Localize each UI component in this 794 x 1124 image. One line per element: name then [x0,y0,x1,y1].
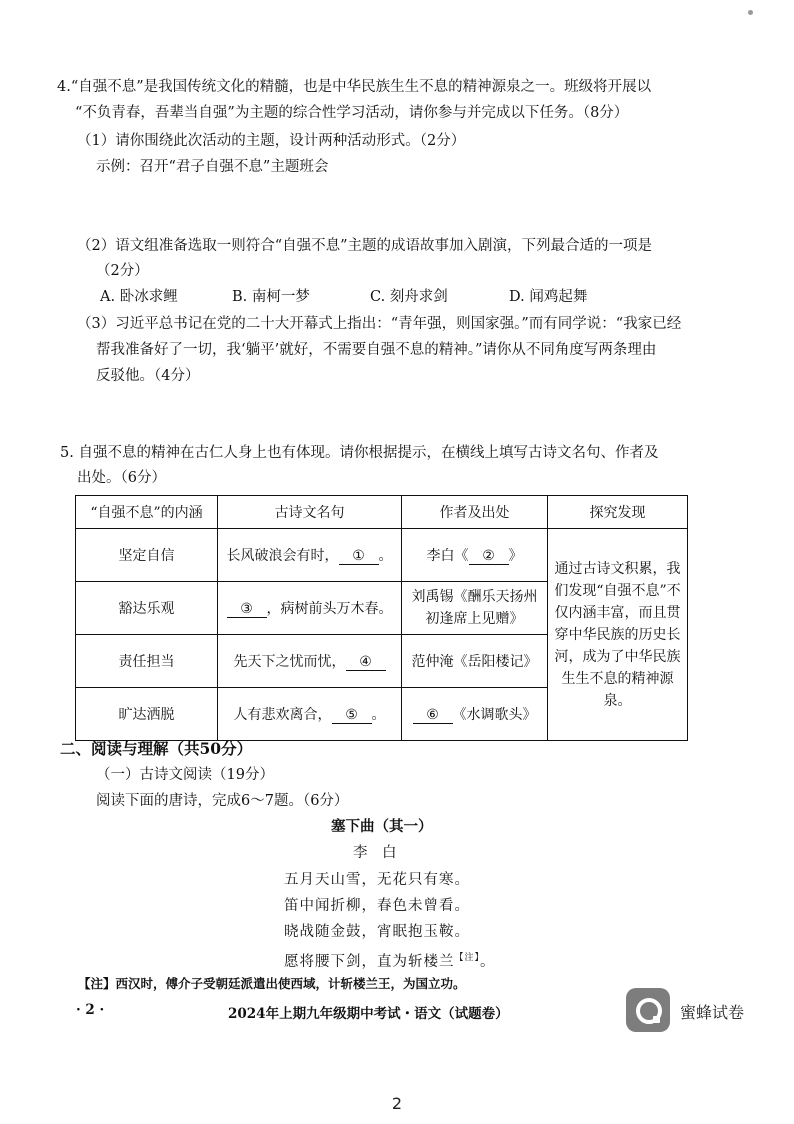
meaning-cell: 旷达洒脱 [76,688,218,741]
header-finding: 探究发现 [548,496,688,529]
q5-line2: 出处。（6分） [77,470,166,486]
section2-instruction: 阅读下面的唐诗，完成6～7题。（6分） [96,793,349,809]
author-cell: 刘禹锡《酬乐天扬州 初逢席上见赠》 [402,582,548,635]
q4-line1: 4.“自强不息”是我国传统文化的精髓，也是中华民族生生不息的精神源泉之一。班级将开展以 [57,79,652,95]
answer-blank-3[interactable]: ③ [227,601,267,618]
author-cell: ⑥ 《水调歌头》 [402,688,548,741]
poem-note: 【注】西汉时，傅介子受朝廷派遣出使西域，计斩楼兰王，为国立功。 [78,976,466,991]
answer-blank-6[interactable]: ⑥ [413,707,453,724]
poem-line-2: 笛中闻折柳，春色未曾看。 [284,898,470,914]
q4-option-d: D. 闻鸡起舞 [509,289,588,305]
header-meaning: “自强不息”的内涵 [76,496,218,529]
meaning-cell: 豁达乐观 [76,582,218,635]
q4-sub2-line1: （2）语文组准备选取一则符合“自强不息”主题的成语故事加入剧演，下列最合适的一项是 [77,238,653,254]
q5-table [75,495,688,741]
verse-cell: 先天下之忧而忧， ④ [218,635,402,688]
finding-cell: 通过古诗文积累，我们发现“自强不息”不仅内涵丰富，而且贯穿中华民族的历史长河，成为了中华民族生生不息的精神源泉。 [548,529,688,741]
brand-name: 蜜蜂试卷 [680,1003,745,1022]
footer-page-mark: · 2 · [76,1002,105,1018]
page-number: 2 [391,1094,403,1113]
answer-blank-2[interactable]: ② [469,548,509,565]
poem-title: 塞下曲（其一） [331,818,433,835]
author-cell: 李白《 ② 》 [402,529,548,582]
poem-line-4: 愿将腰下剑，直为斩楼兰$^{【注】}$。 [284,953,496,970]
q4-example: 示例：召开“君子自强不息”主题班会 [96,159,329,175]
answer-blank-1[interactable]: ① [339,548,379,565]
answer-blank-5[interactable]: ⑤ [332,707,372,724]
q4-option-c: C. 刻舟求剑 [370,289,448,305]
footer-exam-title: 2024年上期九年级期中考试・语文（试题卷） [228,1006,509,1022]
table-row [76,529,688,582]
poem-line-3: 晓战随金鼓，宵眠抱玉鞍。 [284,924,470,940]
q4-sub3-line3: 反驳他。（4分） [96,368,200,384]
verse-cell: 长风破浪会有时， ① 。 [218,529,402,582]
q4-line2: “不负青春，吾辈当自强”为主题的综合性学习活动，请你参与并完成以下任务。（8分） [75,105,629,121]
q4-option-b: B. 南柯一梦 [232,289,310,305]
q4-option-a: A. 卧冰求鲤 [100,289,178,305]
poem-author: 李 白 [353,845,397,861]
section2-title: 二、阅读与理解（共50分） [60,739,253,758]
q4-sub1: （1）请你围绕此次活动的主题，设计两种活动形式。（2分） [77,133,466,149]
scan-dot [748,10,753,15]
section2-sub: （一）古诗文阅读（19分） [96,767,274,783]
brand-logo-icon [626,988,670,1032]
poem-line-1: 五月天山雪，无花只有寒。 [284,872,470,888]
meaning-cell: 责任担当 [76,635,218,688]
verse-cell: ③ ，病树前头万木春。 [218,582,402,635]
table-header-row [76,496,688,529]
header-author: 作者及出处 [402,496,548,529]
author-cell: 范仲淹《岳阳楼记》 [402,635,548,688]
answer-blank-4[interactable]: ④ [346,654,386,671]
q5-line1: 5. 自强不息的精神在古仁人身上也有体现。请你根据提示，在横线上填写古诗文名句、作者及 [60,445,659,461]
q4-sub3-line1: （3）习近平总书记在党的二十大开幕式上指出：“青年强，则国家强。”而有同学说：“我家已经 [77,316,682,332]
meaning-cell: 坚定自信 [76,529,218,582]
verse-cell: 人有悲欢离合， ⑤ 。 [218,688,402,741]
q4-sub2-line2: （2分） [96,263,149,279]
q4-sub3-line2: 帮我准备好了一切，我‘躺平’就好，不需要自强不息的精神。”请你从不同角度写两条理由 [96,342,657,358]
header-verse: 古诗文名句 [218,496,402,529]
poem-note-mark: 【注】 [454,953,481,963]
